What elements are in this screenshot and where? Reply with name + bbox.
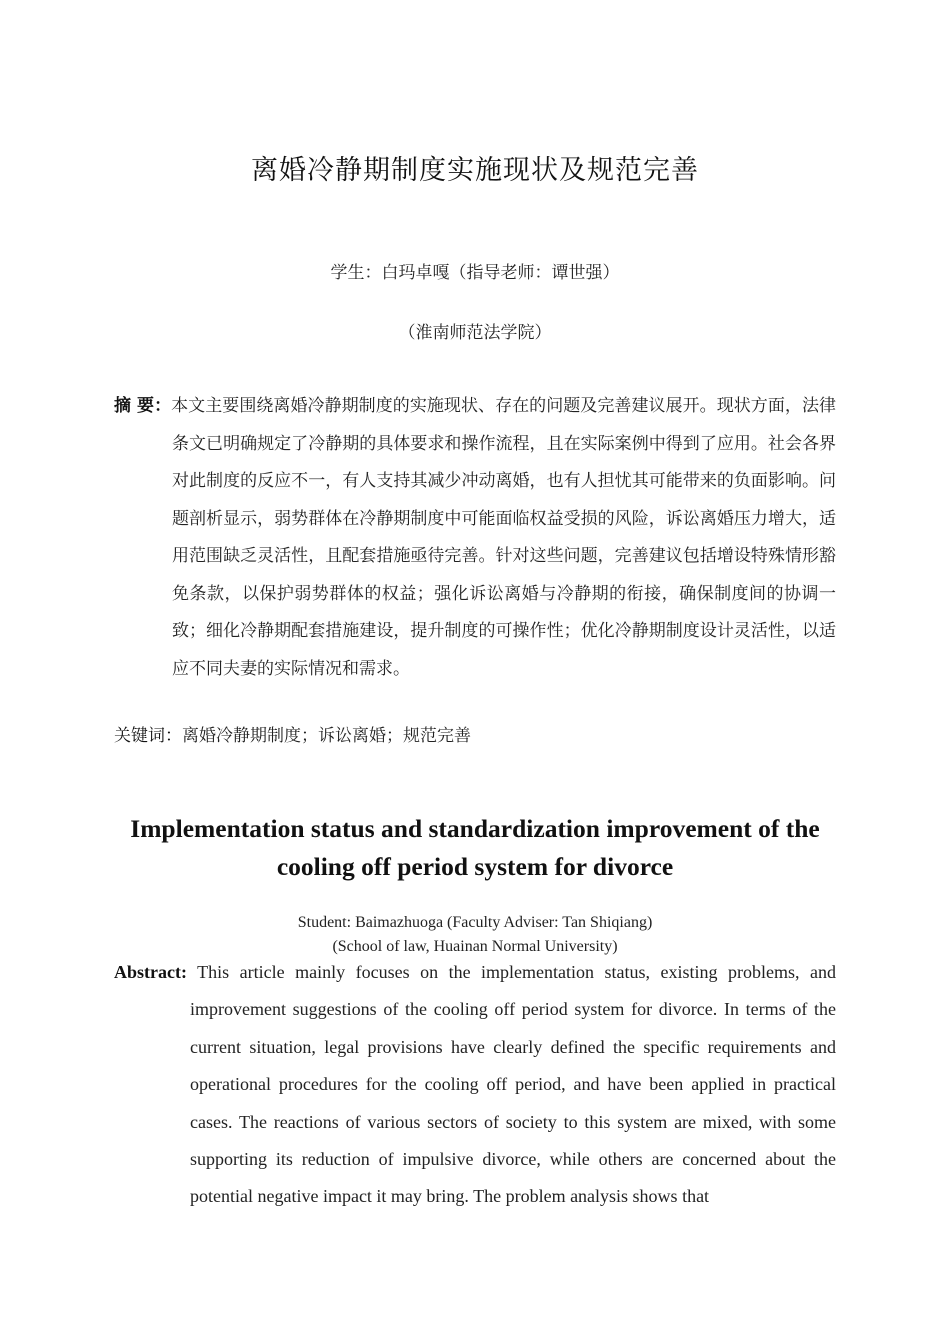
english-affiliation: (School of law, Huainan Normal University) bbox=[332, 938, 618, 955]
english-abstract-label: Abstract: bbox=[114, 962, 187, 982]
english-title: Implementation status and standardization improvement of the cooling off period system for divorce bbox=[130, 814, 820, 881]
chinese-author-line: 学生：白玛卓嘎（指导老师：谭世强） bbox=[330, 263, 620, 283]
chinese-abstract-text: 本文主要围绕离婚冷静期制度的实施现状、存在的问题及完善建议展开。现状方面，法律条文已明确规定了冷静期的具体要求和操作流程，且在实际案例中得到了应用。社会各界对此制度的反应不一，有人支持其减少冲动离婚，也有人担忧其可能带来的负面影响。问题剖析显示，弱势群体在冷静期制度中可能面临权益受损的风险，诉讼离婚压力增大，适用范围缺乏灵活性，且配套措施亟待完善。针对这些问题，完善建议包括增设特殊情形豁免条款，以保护弱势群体的权益；强化诉讼离婚与冷静期的衔接，确保制度间的协调一致；细化冷静期配套措施建设，提升制度的可操作性；优化冷静期制度设计灵活性，以适应不同夫妻的实际情况和需求。 bbox=[171, 396, 837, 679]
english-abstract-text: This article mainly focuses on the implementation status, existing problems, and improvement suggestions of the cooling off period system for divorce. In terms of the current situation, legal provisions have clearly defined the specific requirements and operational procedures for the cooling off period, and have been applied in practical cases. The reactions of various sectors of society to this system are mixed, with some supporting its reduction of impulsive divorce, while others are concerned about the potential negative impact it may bring. The problem analysis shows that bbox=[190, 962, 836, 1207]
chinese-keywords-text: 离婚冷静期制度；诉讼离婚；规范完善 bbox=[182, 726, 471, 746]
chinese-abstract bbox=[114, 388, 836, 688]
chinese-abstract-label: 摘 要： bbox=[114, 396, 172, 416]
chinese-affiliation: （淮南师范法学院） bbox=[398, 323, 552, 343]
chinese-title: 离婚冷静期制度实施现状及规范完善 bbox=[251, 155, 699, 186]
chinese-keywords-label: 关键词： bbox=[114, 726, 182, 746]
english-abstract bbox=[114, 954, 836, 1216]
english-author-line: Student: Baimazhuoga (Faculty Adviser: Tan Shiqiang) bbox=[297, 914, 653, 931]
chinese-keywords bbox=[114, 718, 836, 755]
